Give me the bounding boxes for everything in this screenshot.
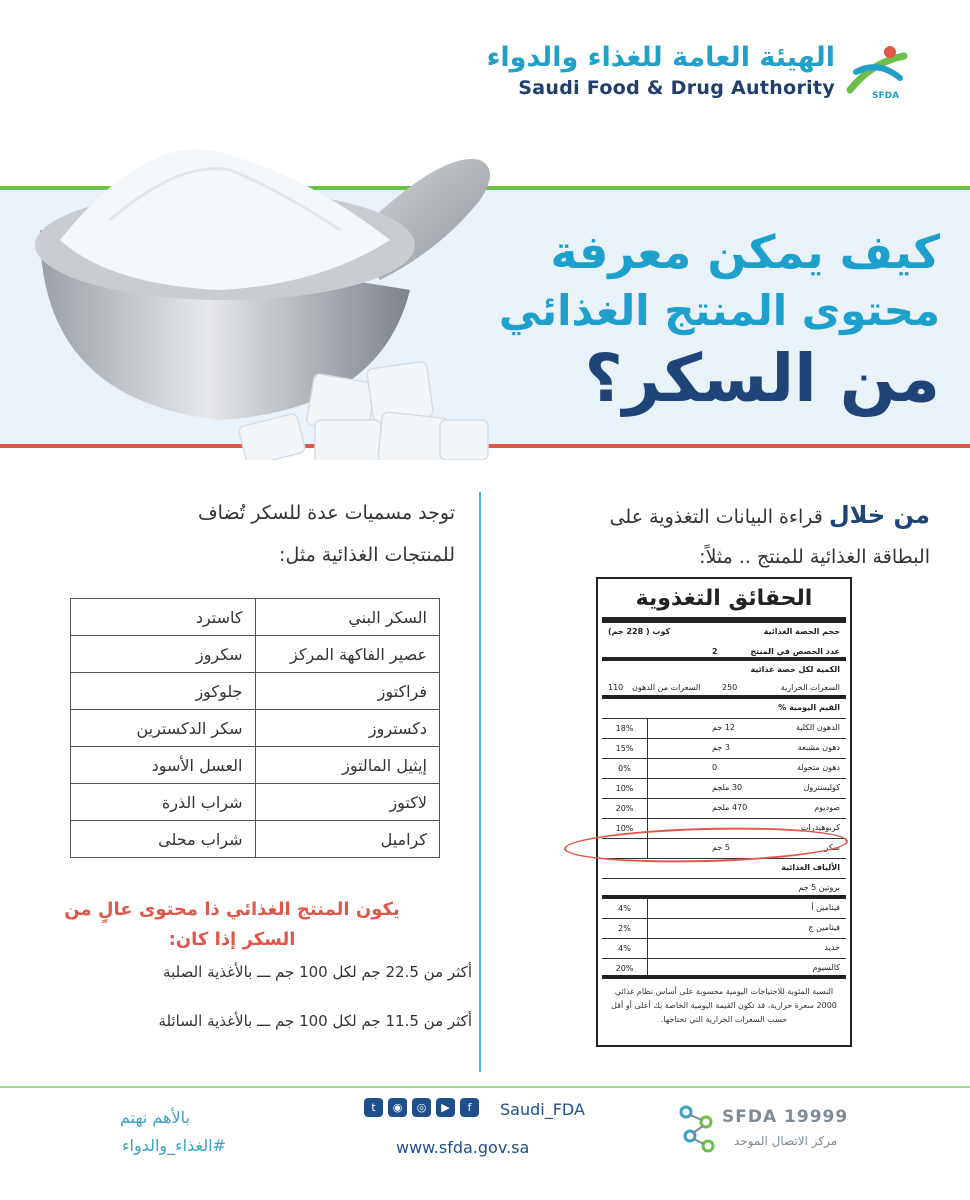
nutrient-daily-value: 20% bbox=[602, 799, 648, 818]
nutrient-row bbox=[602, 779, 846, 799]
nutrient-daily-value: 10% bbox=[602, 779, 648, 798]
vitamin-row bbox=[602, 899, 846, 919]
table-row bbox=[71, 784, 440, 821]
logo-mark-text: SFDA bbox=[872, 91, 900, 101]
high-sugar-title-line-1: يكون المنتج الغذائي ذا محتوى عالٍ من bbox=[64, 899, 400, 920]
calories-value: 250 bbox=[722, 683, 738, 692]
instagram-icon[interactable]: ◎ bbox=[412, 1098, 431, 1117]
nutrition-footnote: النسبة المئوية للاحتياجات اليومية محسوبة على أساس نظام غذائي 2000 سعرة حرارية، قد تكون القيمة اليومية الخاصة بك أعلى أو أقل حسب السعرات الحرارية التي تحتاجها. bbox=[611, 987, 837, 1024]
sugar-name-cell: جلوكوز bbox=[71, 673, 256, 710]
vitamin-name: فيتامين ج bbox=[808, 923, 840, 932]
left-intro-line-2: للمنتجات الغذائية مثل: bbox=[279, 544, 455, 566]
criterion-solid-foods: أكثر من 22.5 جم لكل 100 جم ـــ بالأغذية الصلبة bbox=[163, 963, 472, 981]
calories-row bbox=[602, 679, 846, 699]
nutrient-row bbox=[602, 759, 846, 779]
hero-title-line-1: كيف يمكن معرفة bbox=[550, 225, 940, 279]
fat-calories-value: 110 bbox=[608, 683, 624, 692]
hero-title-line-2: محتوى المنتج الغذائي bbox=[498, 286, 940, 335]
vitamin-row bbox=[602, 939, 846, 959]
servings-label: عدد الحصص في المنتج bbox=[750, 647, 840, 656]
table-row bbox=[71, 599, 440, 636]
right-intro-line-2: البطاقة الغذائية للمنتج .. مثلاً: bbox=[699, 546, 930, 568]
contact-center-label: مركز الاتصال الموحد bbox=[734, 1134, 838, 1148]
logo-english: Saudi Food & Drug Authority bbox=[518, 77, 835, 99]
nutrient-daily-value: 15% bbox=[602, 739, 648, 758]
protein-label: بروتين 5 جم bbox=[798, 883, 840, 892]
sugar-bowl-illustration-icon bbox=[20, 120, 500, 460]
vitamin-row bbox=[602, 959, 846, 979]
sugar-name-cell: إيثيل المالتوز bbox=[255, 747, 440, 784]
amount-per-serving-row bbox=[602, 661, 846, 679]
amount-per-serving-label: الكمية لكل حصة غذائية bbox=[750, 665, 840, 674]
nutrition-facts-label bbox=[596, 577, 852, 1047]
servings-row bbox=[602, 643, 846, 661]
footer-slogan: بالأهم نهتم bbox=[120, 1108, 190, 1127]
sugar-name-cell: دكستروز bbox=[255, 710, 440, 747]
nutrient-daily-value: 0% bbox=[602, 759, 648, 778]
fiber-row bbox=[602, 859, 846, 879]
nutrient-name: دهون متحولة bbox=[796, 763, 840, 772]
sugar-name-cell: سكروز bbox=[71, 636, 256, 673]
youtube-icon[interactable]: ▶ bbox=[436, 1098, 455, 1117]
nutrient-name: الدهون الكلية bbox=[795, 723, 840, 732]
right-intro-text bbox=[510, 495, 930, 577]
social-icons bbox=[364, 1098, 479, 1117]
high-sugar-title bbox=[22, 895, 442, 955]
footer-hashtag[interactable]: #الغذاء_والدواء bbox=[122, 1136, 226, 1155]
sugar-name-cell: عصير الفاكهة المركز bbox=[255, 636, 440, 673]
vitamin-row bbox=[602, 919, 846, 939]
table-row bbox=[71, 636, 440, 673]
criterion-liquid-foods: أكثر من 11.5 جم لكل 100 جم ـــ بالأغذية السائلة bbox=[158, 1012, 472, 1030]
vitamin-name: فيتامين أ bbox=[811, 903, 840, 912]
serving-size-label: حجم الحصة الغذائية bbox=[763, 627, 840, 636]
nutrient-amount: 5 جم bbox=[712, 843, 730, 852]
right-intro-rest: قراءة البيانات التغذوية على bbox=[609, 506, 823, 528]
vitamin-daily-value: 2% bbox=[602, 919, 648, 938]
table-row bbox=[71, 747, 440, 784]
nutrient-daily-value: 18% bbox=[602, 719, 648, 738]
left-intro-line-1: توجد مسميات عدة للسكر تُضاف bbox=[197, 502, 455, 524]
nutrition-label-title: الحقائق التغذوية bbox=[602, 579, 846, 623]
vitamin-daily-value: 4% bbox=[602, 939, 648, 958]
vitamin-name: كالسيوم bbox=[812, 963, 840, 972]
sugar-name-cell: العسل الأسود bbox=[71, 747, 256, 784]
contact-number[interactable]: SFDA 19999 bbox=[722, 1107, 849, 1127]
right-intro-bold: من خلال bbox=[828, 501, 930, 529]
twitter-icon[interactable]: t bbox=[364, 1098, 383, 1117]
serving-size-row bbox=[602, 623, 846, 643]
sfda-logo-mark-icon bbox=[842, 42, 912, 102]
table-row bbox=[71, 710, 440, 747]
calories-label: السعرات الحرارية bbox=[780, 683, 840, 692]
left-intro-text bbox=[55, 492, 455, 576]
sugar-name-cell: السكر البني bbox=[255, 599, 440, 636]
snapchat-icon[interactable]: ◉ bbox=[388, 1098, 407, 1117]
nutrient-row bbox=[602, 739, 846, 759]
nutrient-name: دهون مشبعة bbox=[797, 743, 840, 752]
daily-value-label: القيم اليومية % bbox=[778, 703, 840, 712]
hero-title-line-3: من السكر؟ bbox=[584, 340, 940, 417]
high-sugar-title-line-2: السكر إذا كان: bbox=[168, 929, 296, 950]
vitamin-daily-value: 20% bbox=[602, 959, 648, 975]
social-handle[interactable]: Saudi_FDA bbox=[500, 1100, 585, 1119]
protein-row bbox=[602, 879, 846, 899]
nutrient-amount: 0 bbox=[712, 763, 718, 772]
vitamin-name: حديد bbox=[824, 943, 840, 952]
nutrient-row bbox=[602, 719, 846, 739]
nutrient-row bbox=[602, 799, 846, 819]
sugar-names-table bbox=[70, 598, 440, 858]
nutrient-amount: 30 ملجم bbox=[712, 783, 743, 792]
serving-size-value: كوب ( 228 جم) bbox=[608, 627, 671, 636]
nutrient-amount: 470 ملجم bbox=[712, 803, 748, 812]
sugar-name-cell: سكر الدكسترين bbox=[71, 710, 256, 747]
table-row bbox=[71, 673, 440, 710]
nutrient-name: كربوهيدرات bbox=[800, 823, 840, 832]
vitamin-rows bbox=[598, 899, 850, 979]
fiber-label: الألياف الغذائية bbox=[781, 863, 840, 872]
sugar-name-cell: فراكتوز bbox=[255, 673, 440, 710]
nutrient-daily-value: 10% bbox=[602, 819, 648, 838]
fat-calories-label: السعرات من الدهون bbox=[632, 683, 701, 692]
nutrient-name: صوديوم bbox=[814, 803, 840, 812]
website-link[interactable]: www.sfda.gov.sa bbox=[396, 1138, 530, 1157]
nutrient-amount: 3 جم bbox=[712, 743, 730, 752]
daily-value-header bbox=[602, 699, 846, 719]
facebook-icon[interactable]: f bbox=[460, 1098, 479, 1117]
logo-arabic: الهيئة العامة للغذاء والدواء bbox=[486, 42, 835, 73]
nutrient-amount: 12 جم bbox=[712, 723, 735, 732]
sugar-name-cell: شراب محلى bbox=[71, 821, 256, 858]
contact-center-logo-icon bbox=[676, 1100, 720, 1156]
nutrient-name: كوليسترول bbox=[803, 783, 840, 792]
sugar-name-cell: لاكتوز bbox=[255, 784, 440, 821]
sugar-name-cell: كراميل bbox=[255, 821, 440, 858]
sugar-name-cell: كاسترد bbox=[71, 599, 256, 636]
servings-value: 2 bbox=[712, 647, 718, 656]
footer-line bbox=[0, 1086, 970, 1088]
column-divider bbox=[479, 492, 481, 1072]
nutrient-name: سكر bbox=[824, 843, 840, 852]
sugar-name-cell: شراب الذرة bbox=[71, 784, 256, 821]
vitamin-daily-value: 4% bbox=[602, 899, 648, 918]
table-row bbox=[71, 821, 440, 858]
